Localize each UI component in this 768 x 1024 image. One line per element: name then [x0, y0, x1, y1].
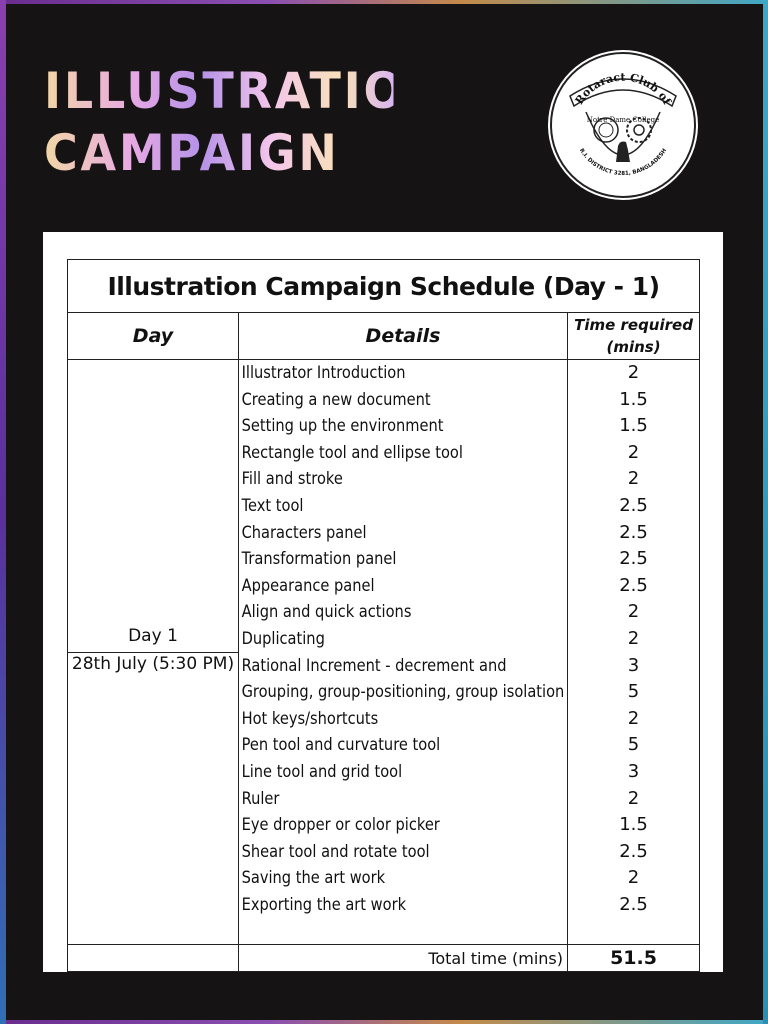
detail-item: Grouping, group-positioning, group isolation — [241, 682, 565, 703]
time-value: 2 — [627, 362, 640, 383]
schedule-table — [67, 259, 700, 972]
detail-item: Rational Increment - decrement and — [241, 655, 507, 676]
logo-org-name: Rotaract Club of — [572, 70, 674, 107]
detail-item: Text tool — [241, 495, 304, 516]
rotaract-logo — [548, 50, 698, 200]
time-column — [568, 360, 700, 945]
campaign-title — [44, 60, 447, 184]
time-value: 2 — [627, 468, 640, 490]
time-value: 5 — [627, 734, 640, 756]
detail-item: Ruler — [241, 788, 280, 809]
logo-college-name: Notre Dame College — [586, 116, 660, 124]
time-value: 1.5 — [619, 415, 648, 437]
time-value: 2.5 — [619, 840, 648, 862]
time-value: 1.5 — [619, 814, 648, 836]
day-name: Day 1 — [128, 626, 178, 646]
schedule-caption: Illustration Campaign Schedule (Day - 1) — [68, 260, 700, 313]
detail-item: Rectangle tool and ellipse tool — [241, 442, 463, 463]
detail-item: Hot keys/shortcuts — [241, 708, 379, 729]
time-value: 1.5 — [619, 388, 648, 410]
frame-left-edge — [0, 0, 6, 1024]
details-column — [239, 360, 568, 945]
detail-item: Eye dropper or color picker — [241, 815, 440, 836]
detail-item: Creating a new document — [241, 389, 431, 410]
time-value: 2 — [627, 441, 640, 463]
total-empty-cell — [68, 945, 239, 972]
time-value: 2.5 — [619, 548, 648, 570]
logo-district: R.I. DISTRICT 3281, BANGLADESH — [577, 147, 669, 177]
detail-item: Line tool and grid tool — [241, 761, 403, 782]
time-value: 2.5 — [619, 893, 648, 915]
detail-item: Pen tool and curvature tool — [241, 735, 441, 756]
column-header-day: Day — [68, 313, 239, 360]
time-value: 2 — [627, 601, 640, 623]
frame-right-edge — [763, 0, 768, 1024]
total-time-value: 51.5 — [568, 945, 700, 972]
detail-item: Characters panel — [241, 522, 367, 543]
title-line-2: CAMPAIGN — [44, 122, 394, 184]
detail-item: Fill and stroke — [241, 469, 343, 490]
time-value: 2.5 — [619, 574, 648, 596]
detail-item: Exporting the art work — [241, 894, 407, 915]
time-value: 3 — [627, 760, 640, 782]
day-date: 28th July (5:30 PM) — [71, 654, 235, 674]
detail-item: Saving the art work — [241, 868, 386, 889]
time-value: 2.5 — [619, 521, 648, 543]
day-divider — [68, 652, 238, 653]
detail-item: Transformation panel — [241, 549, 397, 570]
column-header-time: Time required (mins) — [568, 313, 700, 360]
detail-item: Appearance panel — [241, 575, 375, 596]
detail-item: Setting up the environment — [241, 416, 444, 437]
detail-item: Duplicating — [241, 628, 325, 649]
detail-item: Align and quick actions — [241, 602, 412, 623]
schedule-card — [43, 232, 723, 972]
rotaract-seal-icon — [548, 50, 698, 200]
time-value: 5 — [627, 681, 640, 703]
time-value: 2 — [627, 867, 640, 889]
time-value: 2.5 — [619, 494, 648, 516]
detail-item: Shear tool and rotate tool — [241, 841, 430, 862]
detail-item: Illustrator Introduction — [241, 363, 406, 383]
title-line-1: ILLUSTRATION — [44, 62, 447, 120]
time-value: 2 — [627, 787, 640, 809]
time-value: 3 — [627, 654, 640, 676]
total-time-label: Total time (mins) — [239, 945, 568, 972]
time-value: 2 — [627, 627, 640, 649]
time-value: 2 — [627, 707, 640, 729]
column-header-details: Details — [239, 313, 568, 360]
day-cell — [68, 360, 239, 945]
